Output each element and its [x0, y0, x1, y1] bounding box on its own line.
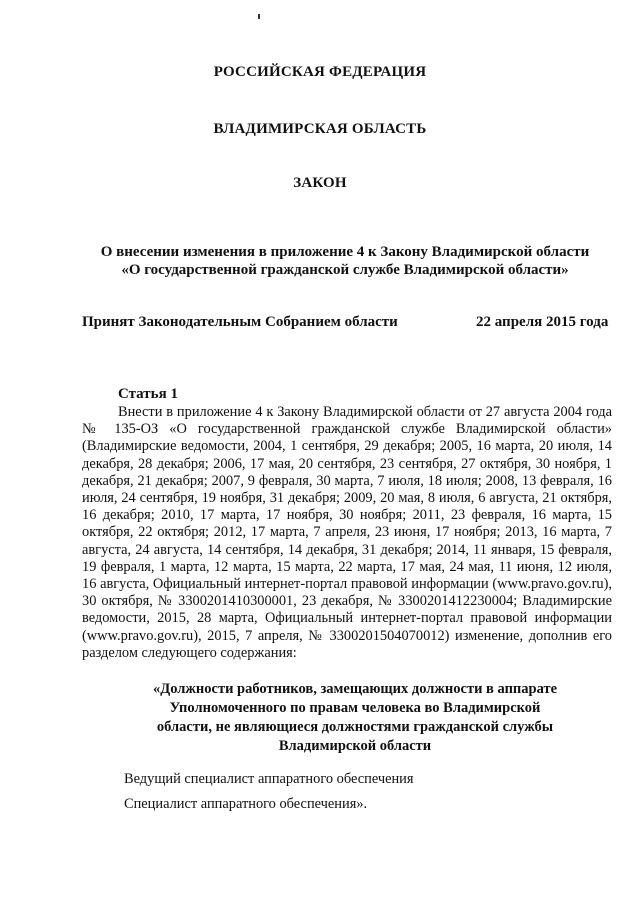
article-heading: Статья 1 — [118, 386, 178, 402]
country-heading: РОССИЙСКАЯ ФЕДЕРАЦИЯ — [213, 64, 427, 80]
region-heading: ВЛАДИМИРСКАЯ ОБЛАСТЬ — [213, 121, 427, 137]
article-body: Внести в приложение 4 к Закону Владимирской области от 27 августа 2004 года № 135-ОЗ «О государственной гражданской службе Владимирской области» (Владимирские ведомости, 2004, 1 сентября, 29 декабря; 2005, 16 марта, 20 июля, 14 декабря, 28 декабря; 2006, 17 мая, 20 сентября, 23 сентября, 27 октября, 30 ноября, 1 декабря, 21 декабря; 2007, 9 февраля, 30 марта, 7 июля, 18 июля; 2008, 13 февраля, 16 июля, 24 сентября, 19 ноября, 31 декабря; 2009, 20 мая, 8 июля, 6 августа, 21 октября, 16 декабря; 2010, 17 марта, 17 ноября, 30 ноября; 2011, 23 февраля, 16 марта, 15 октября, 22 октября; 2012, 17 марта, 7 апреля, 23 июня, 17 ноября; 2013, 16 марта, 7 августа, 24 августа, 14 сентября, 14 декабря, 31 декабря; 2014, 11 января, 15 февраля, 19 февраля, 1 марта, 12 марта, 15 марта, 22 марта, 17 мая, 24 мая, 11 июня, 12 июля, 16 августа, Официальный интернет-портал правовой информации (www.pravo.gov.ru), 30 октября, № 3300201410300001, 23 декабря, № 3300201412230004; Владимирские ведомости, 2015, 28 марта, Официальный интернет-портал правовой информации (www.pravo.gov.ru), 2015, 7 апреля, № 3300201504070012) изменение, дополнив его разделом следующего содержания: — [82, 404, 612, 661]
list-item: Специалист аппаратного обеспечения». — [124, 796, 368, 812]
law-title: О внесении изменения в приложение 4 к Закону Владимирской области «О государственной гражданской службе Владимирской области» — [100, 244, 590, 278]
quote-heading: «Должности работников, замещающих должности в аппарате Уполномоченного по правам человека во Владимирской области, не являющиеся должностями гражданской службы Владимирской области — [152, 681, 558, 754]
doc-type-heading: ЗАКОН — [293, 175, 347, 191]
scan-mark — [258, 14, 260, 19]
adopted-by: Принят Законодательным Собранием области — [82, 314, 398, 330]
list-item: Ведущий специалист аппаратного обеспечения — [124, 771, 414, 787]
adoption-date: 22 апреля 2015 года — [476, 314, 609, 330]
